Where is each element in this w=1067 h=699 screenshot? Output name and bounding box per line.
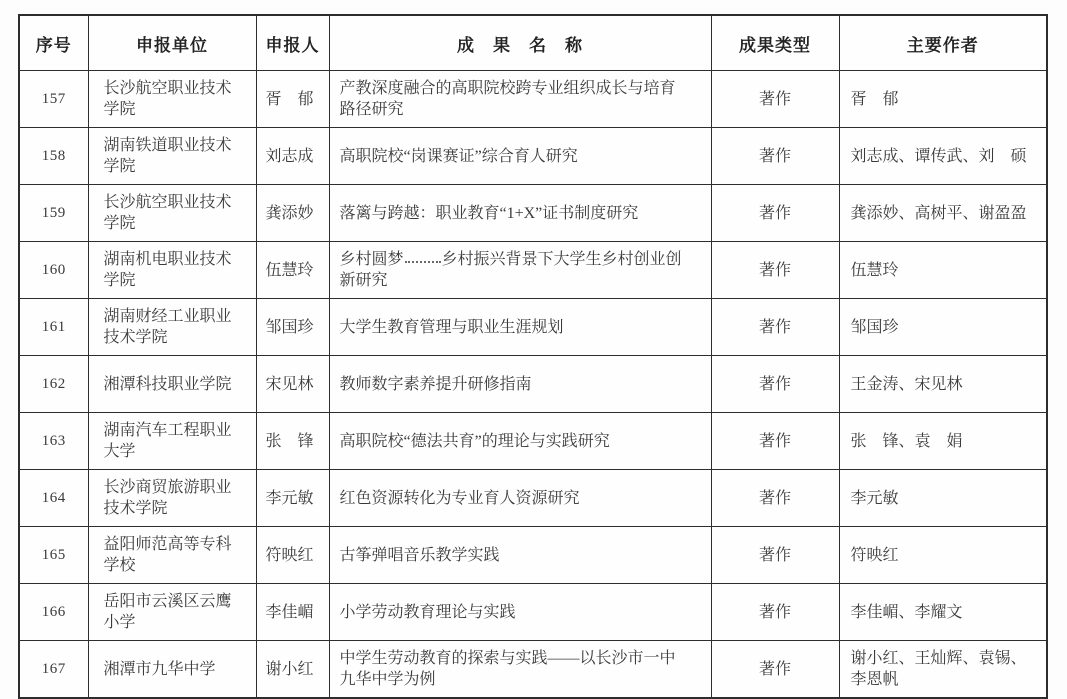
cell-no: 164: [19, 470, 88, 527]
table-header: [19, 15, 1047, 71]
cell-unit: 湘潭市九华中学: [88, 641, 256, 699]
cell-type: 著作: [711, 470, 839, 527]
cell-authors: 张 锋、袁 娟: [839, 413, 1047, 470]
table-row: [19, 71, 1047, 128]
cell-name: 高职院校“岗课赛证”综合育人研究: [329, 128, 711, 185]
cell-type: 著作: [711, 71, 839, 128]
cell-name: 落篱与跨越：职业教育“1+X”证书制度研究: [329, 185, 711, 242]
cell-applicant: 龚添妙: [256, 185, 329, 242]
cell-type: 著作: [711, 242, 839, 299]
results-table: [18, 14, 1048, 699]
cell-applicant: 张 锋: [256, 413, 329, 470]
cell-applicant: 邹国珍: [256, 299, 329, 356]
cell-type: 著作: [711, 356, 839, 413]
cell-name: 中学生劳动教育的探索与实践——以长沙市一中九华中学为例: [329, 641, 711, 699]
cell-no: 160: [19, 242, 88, 299]
cell-name: 小学劳动教育理论与实践: [329, 584, 711, 641]
table-row: [19, 242, 1047, 299]
cell-unit: 益阳师范高等专科学校: [88, 527, 256, 584]
cell-unit: 湘潭科技职业学院: [88, 356, 256, 413]
cell-no: 162: [19, 356, 88, 413]
dotted-dash-line: [405, 258, 441, 263]
cell-no: 163: [19, 413, 88, 470]
cell-applicant: 刘志成: [256, 128, 329, 185]
table-row: [19, 299, 1047, 356]
cell-name: 教师数字素养提升研修指南: [329, 356, 711, 413]
cell-name: 乡村圆梦 乡村振兴背景下大学生乡村创业创新研究: [329, 242, 711, 299]
cell-authors: 符映红: [839, 527, 1047, 584]
cell-name: 高职院校“德法共育”的理论与实践研究: [329, 413, 711, 470]
cell-applicant: 宋见林: [256, 356, 329, 413]
cell-unit: 湖南汽车工程职业大学: [88, 413, 256, 470]
cell-applicant: 胥 郁: [256, 71, 329, 128]
cell-no: 165: [19, 527, 88, 584]
cell-authors: 伍慧玲: [839, 242, 1047, 299]
cell-type: 著作: [711, 185, 839, 242]
cell-type: 著作: [711, 641, 839, 699]
cell-authors: 刘志成、谭传武、刘 硕: [839, 128, 1047, 185]
cell-authors: 王金涛、宋见林: [839, 356, 1047, 413]
cell-type: 著作: [711, 584, 839, 641]
cell-unit: 长沙航空职业技术学院: [88, 71, 256, 128]
cell-applicant: 谢小红: [256, 641, 329, 699]
header-main-authors: 主要作者: [839, 15, 1047, 71]
cell-authors: 胥 郁: [839, 71, 1047, 128]
cell-type: 著作: [711, 413, 839, 470]
header-serial-number: 序号: [19, 15, 88, 71]
table-row: [19, 641, 1047, 699]
cell-applicant: 李佳嵋: [256, 584, 329, 641]
cell-no: 157: [19, 71, 88, 128]
cell-authors: 李佳嵋、李耀文: [839, 584, 1047, 641]
table-row: [19, 356, 1047, 413]
cell-name: 红色资源转化为专业育人资源研究: [329, 470, 711, 527]
cell-applicant: 符映红: [256, 527, 329, 584]
table-row: [19, 128, 1047, 185]
cell-name: 古筝弹唱音乐教学实践: [329, 527, 711, 584]
cell-authors: 邹国珍: [839, 299, 1047, 356]
cell-authors: 李元敏: [839, 470, 1047, 527]
table-row: [19, 584, 1047, 641]
table-row: [19, 185, 1047, 242]
cell-name: 大学生教育管理与职业生涯规划: [329, 299, 711, 356]
header-reporting-unit: 申报单位: [88, 15, 256, 71]
cell-no: 161: [19, 299, 88, 356]
table-row: [19, 413, 1047, 470]
cell-unit: 长沙航空职业技术学院: [88, 185, 256, 242]
table-body: [19, 71, 1047, 699]
cell-no: 158: [19, 128, 88, 185]
cell-no: 166: [19, 584, 88, 641]
cell-unit: 湖南机电职业技术学院: [88, 242, 256, 299]
cell-applicant: 李元敏: [256, 470, 329, 527]
cell-no: 167: [19, 641, 88, 699]
table-row: [19, 470, 1047, 527]
cell-unit: 湖南财经工业职业技术学院: [88, 299, 256, 356]
header-applicant: 申报人: [256, 15, 329, 71]
cell-no: 159: [19, 185, 88, 242]
cell-type: 著作: [711, 299, 839, 356]
cell-unit: 岳阳市云溪区云鹰小学: [88, 584, 256, 641]
cell-applicant: 伍慧玲: [256, 242, 329, 299]
cell-type: 著作: [711, 527, 839, 584]
cell-unit: 长沙商贸旅游职业技术学院: [88, 470, 256, 527]
cell-unit: 湖南铁道职业技术学院: [88, 128, 256, 185]
cell-authors: 谢小红、王灿辉、袁锡、李恩帆: [839, 641, 1047, 699]
cell-type: 著作: [711, 128, 839, 185]
header-achievement-name: 成 果 名 称: [329, 15, 711, 71]
header-row: [19, 15, 1047, 71]
header-achievement-type: 成果类型: [711, 15, 839, 71]
cell-name: 产教深度融合的高职院校跨专业组织成长与培育路径研究: [329, 71, 711, 128]
table-row: [19, 527, 1047, 584]
cell-authors: 龚添妙、高树平、谢盈盈: [839, 185, 1047, 242]
